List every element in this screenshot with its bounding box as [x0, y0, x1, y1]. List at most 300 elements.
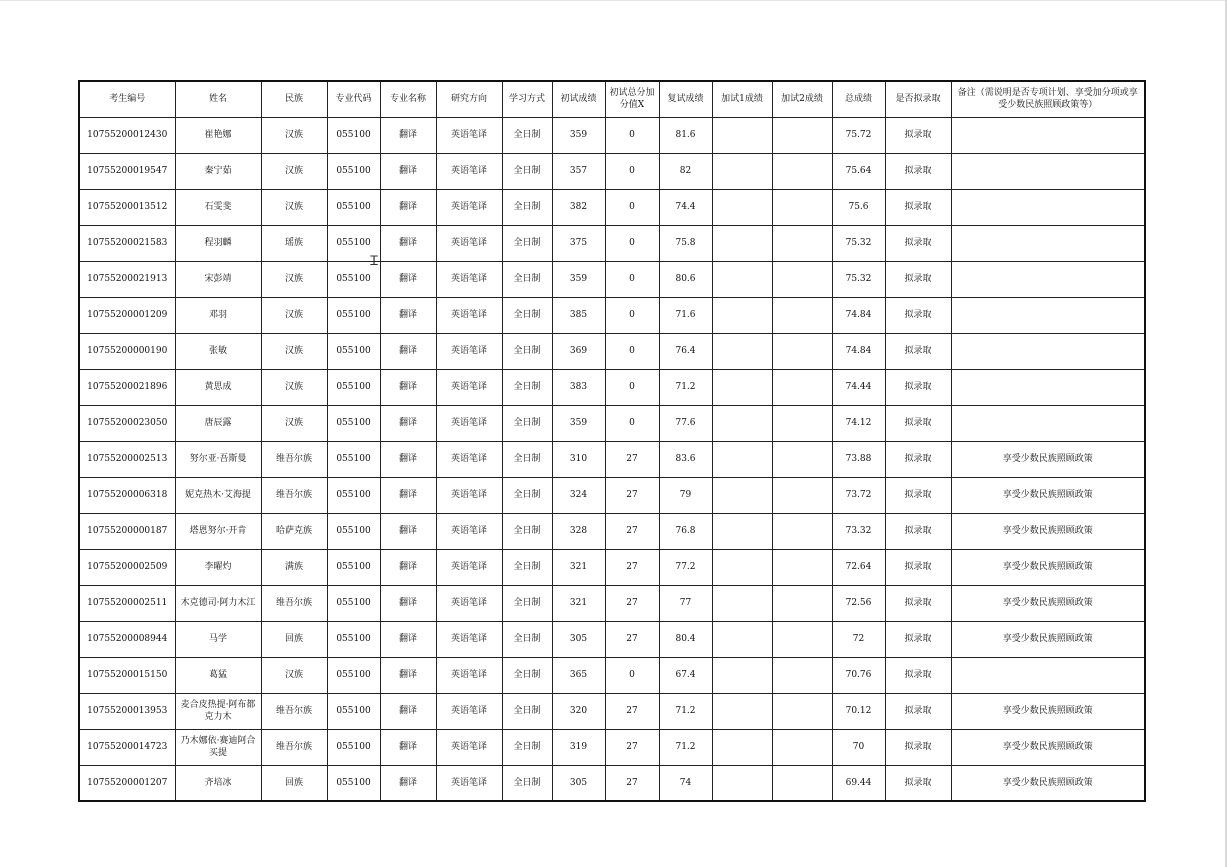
- cell-extra-test-2: [772, 513, 832, 549]
- table-row: [79, 297, 1145, 333]
- cell-name: 黄思成: [175, 369, 261, 405]
- cell-research-direction: 英语笔译: [436, 657, 502, 693]
- cell-total-score: 69.44: [832, 765, 885, 801]
- cell-prelim-score: 369: [552, 333, 605, 369]
- header-major-code: 专业代码: [327, 81, 380, 117]
- cell-candidate-id: 10755200021913: [79, 261, 175, 297]
- cell-extra-test-1: [712, 549, 772, 585]
- header-retest-score: 复试成绩: [659, 81, 712, 117]
- cell-study-mode: 全日制: [502, 693, 552, 729]
- cell-major-code: 055100: [327, 225, 380, 261]
- cell-research-direction: 英语笔译: [436, 153, 502, 189]
- cell-prelim-score: 365: [552, 657, 605, 693]
- cell-extra-test-2: [772, 621, 832, 657]
- table-row: [79, 153, 1145, 189]
- cell-research-direction: 英语笔译: [436, 297, 502, 333]
- header-research-direction: 研究方向: [436, 81, 502, 117]
- cell-remarks: [951, 657, 1145, 693]
- header-bonus-points: 初试总分加分值X: [605, 81, 659, 117]
- cell-extra-test-2: [772, 297, 832, 333]
- cell-study-mode: 全日制: [502, 117, 552, 153]
- cell-remarks: [951, 297, 1145, 333]
- cell-extra-test-1: [712, 621, 772, 657]
- cell-prelim-score: 359: [552, 261, 605, 297]
- cell-study-mode: 全日制: [502, 225, 552, 261]
- table-row: [79, 585, 1145, 621]
- cell-ethnicity: 汉族: [261, 297, 327, 333]
- cell-retest-score: 80.6: [659, 261, 712, 297]
- cell-retest-score: 74.4: [659, 189, 712, 225]
- cell-admission-status: 拟录取: [885, 333, 951, 369]
- cell-admission-status: 拟录取: [885, 513, 951, 549]
- cell-candidate-id: 10755200002509: [79, 549, 175, 585]
- cell-extra-test-2: [772, 153, 832, 189]
- cell-prelim-score: 320: [552, 693, 605, 729]
- cell-study-mode: 全日制: [502, 189, 552, 225]
- cell-major-name: 翻译: [380, 477, 436, 513]
- cell-admission-status: 拟录取: [885, 261, 951, 297]
- cell-major-code: 055100: [327, 549, 380, 585]
- cell-study-mode: 全日制: [502, 297, 552, 333]
- cell-ethnicity: 汉族: [261, 369, 327, 405]
- cell-total-score: 70.12: [832, 693, 885, 729]
- cell-remarks: [951, 189, 1145, 225]
- cell-major-name: 翻译: [380, 585, 436, 621]
- table-header: [79, 81, 1145, 117]
- header-prelim-score: 初试成绩: [552, 81, 605, 117]
- cell-remarks: [951, 333, 1145, 369]
- cell-study-mode: 全日制: [502, 369, 552, 405]
- table-body: [79, 117, 1145, 801]
- table-row: [79, 441, 1145, 477]
- cell-major-name: 翻译: [380, 153, 436, 189]
- cell-study-mode: 全日制: [502, 729, 552, 765]
- cell-candidate-id: 10755200001207: [79, 765, 175, 801]
- cell-name: 石雯斐: [175, 189, 261, 225]
- cell-extra-test-1: [712, 585, 772, 621]
- cell-total-score: 70: [832, 729, 885, 765]
- cell-remarks: 享受少数民族照顾政策: [951, 477, 1145, 513]
- cell-candidate-id: 10755200000190: [79, 333, 175, 369]
- cell-retest-score: 71.2: [659, 729, 712, 765]
- cell-extra-test-1: [712, 369, 772, 405]
- header-major-name: 专业名称: [380, 81, 436, 117]
- table-row: [79, 477, 1145, 513]
- cell-research-direction: 英语笔译: [436, 585, 502, 621]
- cell-admission-status: 拟录取: [885, 477, 951, 513]
- cell-remarks: 享受少数民族照顾政策: [951, 441, 1145, 477]
- cell-major-code: 055100: [327, 153, 380, 189]
- cell-ethnicity: 维吾尔族: [261, 693, 327, 729]
- cell-retest-score: 75.8: [659, 225, 712, 261]
- cell-prelim-score: 305: [552, 621, 605, 657]
- cell-ethnicity: 汉族: [261, 153, 327, 189]
- cell-retest-score: 76.4: [659, 333, 712, 369]
- admission-table: [78, 80, 1146, 802]
- cell-research-direction: 英语笔译: [436, 693, 502, 729]
- cell-major-code: 055100: [327, 693, 380, 729]
- cell-extra-test-1: [712, 441, 772, 477]
- cell-total-score: 74.44: [832, 369, 885, 405]
- cell-extra-test-1: [712, 153, 772, 189]
- cell-study-mode: 全日制: [502, 405, 552, 441]
- cell-admission-status: 拟录取: [885, 405, 951, 441]
- cell-study-mode: 全日制: [502, 513, 552, 549]
- cell-retest-score: 67.4: [659, 657, 712, 693]
- cell-study-mode: 全日制: [502, 621, 552, 657]
- cell-name: 崔艳娜: [175, 117, 261, 153]
- cell-major-code: 055100: [327, 333, 380, 369]
- cell-total-score: 75.32: [832, 225, 885, 261]
- cell-retest-score: 74: [659, 765, 712, 801]
- cell-name: 邓羽: [175, 297, 261, 333]
- cell-remarks: 享受少数民族照顾政策: [951, 693, 1145, 729]
- cell-admission-status: 拟录取: [885, 225, 951, 261]
- cell-major-name: 翻译: [380, 693, 436, 729]
- cell-remarks: 享受少数民族照顾政策: [951, 513, 1145, 549]
- cell-major-code: 055100: [327, 585, 380, 621]
- cell-research-direction: 英语笔译: [436, 441, 502, 477]
- cell-prelim-score: 382: [552, 189, 605, 225]
- cell-candidate-id: 10755200006318: [79, 477, 175, 513]
- cell-ethnicity: 汉族: [261, 261, 327, 297]
- cell-name: 塔恩努尔·开肯: [175, 513, 261, 549]
- cell-prelim-score: 321: [552, 549, 605, 585]
- cell-retest-score: 77.2: [659, 549, 712, 585]
- cell-ethnicity: 维吾尔族: [261, 477, 327, 513]
- cell-ethnicity: 维吾尔族: [261, 729, 327, 765]
- cell-bonus-points: 27: [605, 765, 659, 801]
- cell-major-name: 翻译: [380, 441, 436, 477]
- cell-extra-test-1: [712, 513, 772, 549]
- cell-total-score: 73.88: [832, 441, 885, 477]
- cell-extra-test-1: [712, 189, 772, 225]
- cell-name: 秦宁茹: [175, 153, 261, 189]
- cell-admission-status: 拟录取: [885, 693, 951, 729]
- cell-major-name: 翻译: [380, 765, 436, 801]
- cell-prelim-score: 383: [552, 369, 605, 405]
- cell-remarks: [951, 153, 1145, 189]
- cell-major-name: 翻译: [380, 657, 436, 693]
- cell-extra-test-2: [772, 189, 832, 225]
- cell-study-mode: 全日制: [502, 585, 552, 621]
- cell-admission-status: 拟录取: [885, 189, 951, 225]
- cell-prelim-score: 359: [552, 405, 605, 441]
- cell-bonus-points: 0: [605, 369, 659, 405]
- cell-study-mode: 全日制: [502, 261, 552, 297]
- cell-retest-score: 80.4: [659, 621, 712, 657]
- cell-extra-test-2: [772, 693, 832, 729]
- cell-remarks: [951, 225, 1145, 261]
- cell-bonus-points: 27: [605, 585, 659, 621]
- header-total-score: 总成绩: [832, 81, 885, 117]
- header-extra-test-2: 加试2成绩: [772, 81, 832, 117]
- cell-retest-score: 79: [659, 477, 712, 513]
- header-candidate-id: 考生编号: [79, 81, 175, 117]
- cell-extra-test-2: [772, 117, 832, 153]
- cell-name: 李曜灼: [175, 549, 261, 585]
- cell-name: 程羽麟: [175, 225, 261, 261]
- cell-bonus-points: 0: [605, 657, 659, 693]
- cell-extra-test-2: [772, 405, 832, 441]
- cell-total-score: 70.76: [832, 657, 885, 693]
- cell-admission-status: 拟录取: [885, 153, 951, 189]
- cell-total-score: 75.72: [832, 117, 885, 153]
- cell-candidate-id: 10755200008944: [79, 621, 175, 657]
- cell-prelim-score: 310: [552, 441, 605, 477]
- cell-total-score: 72.56: [832, 585, 885, 621]
- cell-remarks: [951, 405, 1145, 441]
- cell-remarks: [951, 261, 1145, 297]
- table-row: [79, 405, 1145, 441]
- cell-prelim-score: 328: [552, 513, 605, 549]
- cell-retest-score: 82: [659, 153, 712, 189]
- cell-major-code: 055100: [327, 369, 380, 405]
- cell-study-mode: 全日制: [502, 549, 552, 585]
- cell-total-score: 72: [832, 621, 885, 657]
- cell-study-mode: 全日制: [502, 153, 552, 189]
- cell-extra-test-1: [712, 729, 772, 765]
- cell-admission-status: 拟录取: [885, 441, 951, 477]
- cell-research-direction: 英语笔译: [436, 621, 502, 657]
- header-extra-test-1: 加试1成绩: [712, 81, 772, 117]
- cell-extra-test-2: [772, 657, 832, 693]
- cell-study-mode: 全日制: [502, 765, 552, 801]
- cell-total-score: 73.72: [832, 477, 885, 513]
- cell-retest-score: 71.2: [659, 369, 712, 405]
- cell-admission-status: 拟录取: [885, 765, 951, 801]
- cell-candidate-id: 10755200021896: [79, 369, 175, 405]
- cell-retest-score: 76.8: [659, 513, 712, 549]
- cell-research-direction: 英语笔译: [436, 477, 502, 513]
- cell-remarks: 享受少数民族照顾政策: [951, 549, 1145, 585]
- cell-admission-status: 拟录取: [885, 549, 951, 585]
- cell-research-direction: 英语笔译: [436, 729, 502, 765]
- cell-study-mode: 全日制: [502, 333, 552, 369]
- cell-major-name: 翻译: [380, 621, 436, 657]
- cell-extra-test-1: [712, 657, 772, 693]
- cell-ethnicity: 满族: [261, 549, 327, 585]
- cell-total-score: 72.64: [832, 549, 885, 585]
- cell-bonus-points: 0: [605, 297, 659, 333]
- cell-remarks: 享受少数民族照顾政策: [951, 765, 1145, 801]
- cell-extra-test-1: [712, 117, 772, 153]
- cell-major-code: 055100: [327, 117, 380, 153]
- cell-major-name: 翻译: [380, 513, 436, 549]
- cell-major-code: 055100: [327, 477, 380, 513]
- cell-retest-score: 83.6: [659, 441, 712, 477]
- cell-extra-test-2: [772, 585, 832, 621]
- cell-major-code: 055100: [327, 297, 380, 333]
- cell-candidate-id: 10755200000187: [79, 513, 175, 549]
- cell-major-name: 翻译: [380, 405, 436, 441]
- cell-name: 努尔亚·吾斯曼: [175, 441, 261, 477]
- cell-candidate-id: 10755200012430: [79, 117, 175, 153]
- cell-major-name: 翻译: [380, 549, 436, 585]
- cell-prelim-score: 305: [552, 765, 605, 801]
- cell-major-code: 055100: [327, 621, 380, 657]
- cell-remarks: 享受少数民族照顾政策: [951, 729, 1145, 765]
- header-ethnicity: 民族: [261, 81, 327, 117]
- cell-name: 张敏: [175, 333, 261, 369]
- cell-remarks: [951, 117, 1145, 153]
- header-name: 姓名: [175, 81, 261, 117]
- cell-major-name: 翻译: [380, 369, 436, 405]
- cell-extra-test-2: [772, 729, 832, 765]
- cell-remarks: [951, 369, 1145, 405]
- cell-ethnicity: 瑶族: [261, 225, 327, 261]
- table-row: [79, 693, 1145, 729]
- cell-ethnicity: 汉族: [261, 189, 327, 225]
- cell-candidate-id: 10755200013512: [79, 189, 175, 225]
- cell-admission-status: 拟录取: [885, 585, 951, 621]
- table-row: [79, 549, 1145, 585]
- table-row: [79, 369, 1145, 405]
- cell-admission-status: 拟录取: [885, 729, 951, 765]
- cell-ethnicity: 汉族: [261, 333, 327, 369]
- cell-extra-test-2: [772, 765, 832, 801]
- cell-candidate-id: 10755200014723: [79, 729, 175, 765]
- cell-name: 齐培冰: [175, 765, 261, 801]
- cell-extra-test-1: [712, 477, 772, 513]
- cell-admission-status: 拟录取: [885, 297, 951, 333]
- cell-research-direction: 英语笔译: [436, 405, 502, 441]
- cell-major-code: 055100: [327, 765, 380, 801]
- cell-research-direction: 英语笔译: [436, 189, 502, 225]
- header-admission-status: 是否拟录取: [885, 81, 951, 117]
- cell-prelim-score: 319: [552, 729, 605, 765]
- cell-major-name: 翻译: [380, 225, 436, 261]
- cell-prelim-score: 321: [552, 585, 605, 621]
- cell-prelim-score: 375: [552, 225, 605, 261]
- table-row: [79, 513, 1145, 549]
- cell-ethnicity: 维吾尔族: [261, 585, 327, 621]
- cell-research-direction: 英语笔译: [436, 369, 502, 405]
- cell-major-code: 055100: [327, 729, 380, 765]
- cell-extra-test-1: [712, 765, 772, 801]
- cell-retest-score: 77.6: [659, 405, 712, 441]
- table-row: [79, 117, 1145, 153]
- table-row: [79, 261, 1145, 297]
- cell-retest-score: 71.2: [659, 693, 712, 729]
- cell-study-mode: 全日制: [502, 477, 552, 513]
- cell-extra-test-2: [772, 441, 832, 477]
- cell-bonus-points: 27: [605, 477, 659, 513]
- cell-admission-status: 拟录取: [885, 117, 951, 153]
- cell-prelim-score: 357: [552, 153, 605, 189]
- cell-total-score: 75.64: [832, 153, 885, 189]
- cell-total-score: 75.32: [832, 261, 885, 297]
- cell-major-name: 翻译: [380, 261, 436, 297]
- cell-prelim-score: 385: [552, 297, 605, 333]
- header-row: [79, 81, 1145, 117]
- cell-candidate-id: 10755200019547: [79, 153, 175, 189]
- cell-ethnicity: 汉族: [261, 657, 327, 693]
- cell-major-code: 055100: [327, 261, 380, 297]
- cell-extra-test-1: [712, 333, 772, 369]
- cell-ethnicity: 汉族: [261, 405, 327, 441]
- cell-extra-test-1: [712, 405, 772, 441]
- cell-name: 马学: [175, 621, 261, 657]
- cell-prelim-score: 359: [552, 117, 605, 153]
- cell-extra-test-2: [772, 369, 832, 405]
- cell-major-code: 055100: [327, 189, 380, 225]
- text-cursor-icon: Ꮖ: [370, 254, 379, 269]
- cell-research-direction: 英语笔译: [436, 513, 502, 549]
- cell-research-direction: 英语笔译: [436, 261, 502, 297]
- cell-research-direction: 英语笔译: [436, 225, 502, 261]
- cell-total-score: 73.32: [832, 513, 885, 549]
- cell-total-score: 74.12: [832, 405, 885, 441]
- cell-name: 唐辰露: [175, 405, 261, 441]
- cell-remarks: 享受少数民族照顾政策: [951, 621, 1145, 657]
- cell-major-code: 055100: [327, 513, 380, 549]
- cell-bonus-points: 0: [605, 405, 659, 441]
- cell-candidate-id: 10755200002511: [79, 585, 175, 621]
- cell-major-code: 055100: [327, 405, 380, 441]
- cell-bonus-points: 0: [605, 225, 659, 261]
- cell-major-name: 翻译: [380, 333, 436, 369]
- header-remarks: 备注（需说明是否专项计划、享受加分项或享受少数民族照顾政策等）: [951, 81, 1145, 117]
- cell-name: 妮克热木·艾海提: [175, 477, 261, 513]
- cell-research-direction: 英语笔译: [436, 333, 502, 369]
- cell-prelim-score: 324: [552, 477, 605, 513]
- table-row: [79, 621, 1145, 657]
- cell-ethnicity: 回族: [261, 765, 327, 801]
- cell-candidate-id: 10755200002513: [79, 441, 175, 477]
- cell-admission-status: 拟录取: [885, 657, 951, 693]
- cell-bonus-points: 27: [605, 441, 659, 477]
- cell-bonus-points: 27: [605, 513, 659, 549]
- table-row: [79, 765, 1145, 801]
- cell-candidate-id: 10755200021583: [79, 225, 175, 261]
- cell-major-name: 翻译: [380, 297, 436, 333]
- cell-bonus-points: 0: [605, 153, 659, 189]
- cell-extra-test-2: [772, 549, 832, 585]
- cell-admission-status: 拟录取: [885, 369, 951, 405]
- cell-candidate-id: 10755200001209: [79, 297, 175, 333]
- cell-name: 葛猛: [175, 657, 261, 693]
- cell-study-mode: 全日制: [502, 441, 552, 477]
- cell-major-code: 055100: [327, 657, 380, 693]
- table-row: [79, 225, 1145, 261]
- cell-candidate-id: 10755200015150: [79, 657, 175, 693]
- cell-ethnicity: 哈萨克族: [261, 513, 327, 549]
- cell-total-score: 75.6: [832, 189, 885, 225]
- page-top-edge: [0, 0, 1227, 1]
- table-row: [79, 729, 1145, 765]
- cell-ethnicity: 回族: [261, 621, 327, 657]
- cell-bonus-points: 0: [605, 117, 659, 153]
- table-row: [79, 333, 1145, 369]
- cell-admission-status: 拟录取: [885, 621, 951, 657]
- cell-major-name: 翻译: [380, 189, 436, 225]
- cell-remarks: 享受少数民族照顾政策: [951, 585, 1145, 621]
- cell-research-direction: 英语笔译: [436, 117, 502, 153]
- cell-ethnicity: 汉族: [261, 117, 327, 153]
- header-study-mode: 学习方式: [502, 81, 552, 117]
- cell-name: 乃木娜依·赛迪阿合买提: [175, 729, 261, 765]
- cell-bonus-points: 27: [605, 621, 659, 657]
- table-row: [79, 657, 1145, 693]
- cell-candidate-id: 10755200013953: [79, 693, 175, 729]
- cell-retest-score: 77: [659, 585, 712, 621]
- cell-name: 宋彭靖: [175, 261, 261, 297]
- cell-extra-test-1: [712, 693, 772, 729]
- cell-bonus-points: 27: [605, 693, 659, 729]
- cell-extra-test-1: [712, 261, 772, 297]
- cell-extra-test-1: [712, 225, 772, 261]
